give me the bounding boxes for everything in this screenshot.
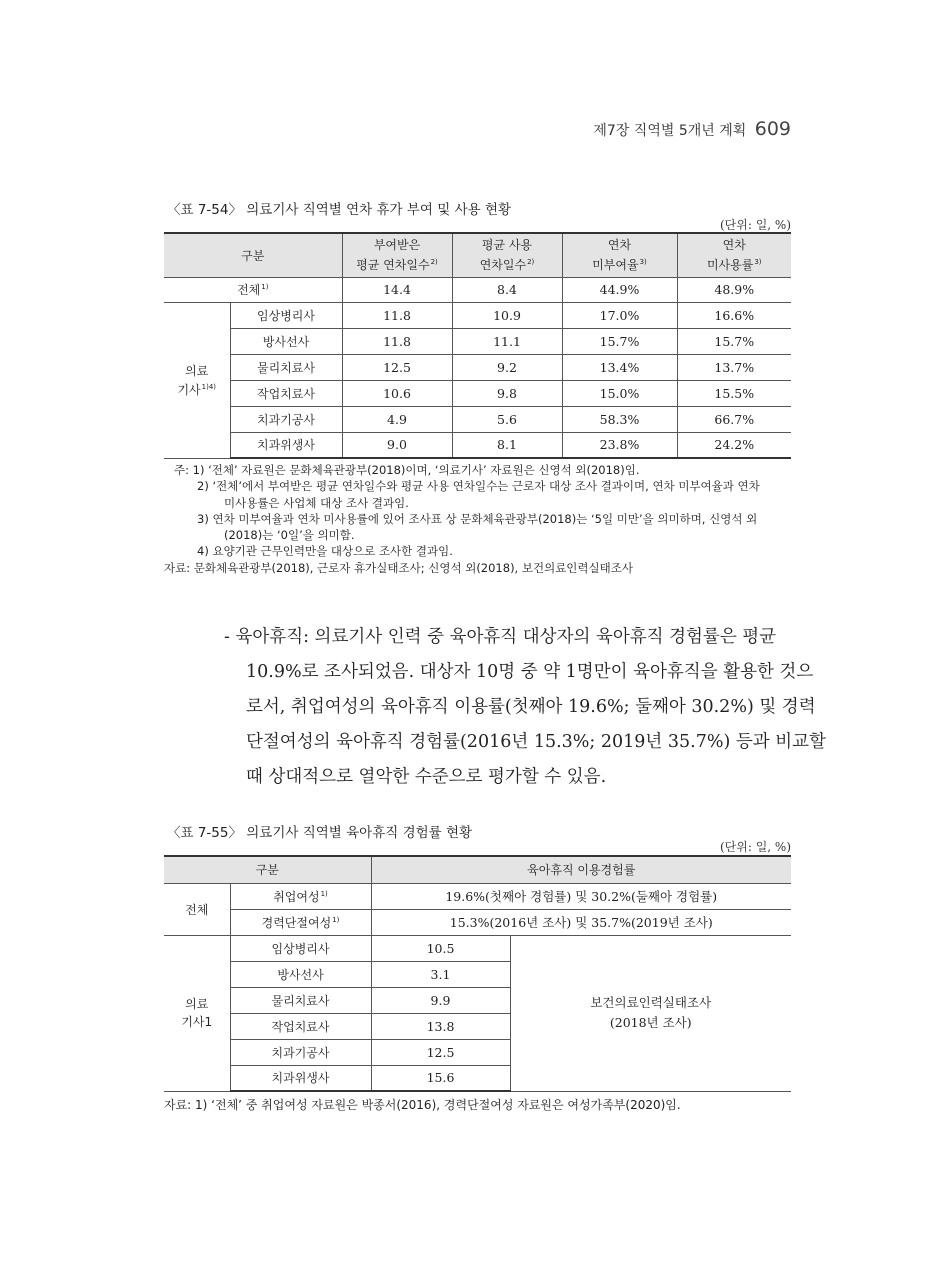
note-4: 4) 요양기관 근무인력만을 대상으로 조사한 결과임.	[197, 544, 453, 559]
group-label-total: 전체	[164, 883, 230, 935]
row-label: 작업치료사	[230, 1013, 371, 1039]
table2-caption: 〈표 7-55〉 의료기사 직역별 육아휴직 경험률 현황	[167, 825, 473, 841]
cell: 15.6	[371, 1065, 510, 1091]
cell: 13.8	[371, 1013, 510, 1039]
cell: 9.9	[371, 987, 510, 1013]
header-unused-rate: 연차 미사용률$^{3)}$	[677, 233, 791, 277]
note-3: 3) 연차 미부여율과 연차 미사용률에 있어 조사표 상 문화체육관광부(2018)는 ‘5일 미만’을 의미하며, 신영석 외	[197, 511, 758, 526]
table2-source: 자료: 1) ‘전체’ 중 취업여성 자료원은 박종서(2016), 경력단절여성 자료원은 여성가족부(2020)임.	[164, 1098, 681, 1112]
cell: 17.0%	[562, 302, 677, 328]
header-category: 구분	[164, 233, 342, 277]
cell: 13.4%	[562, 354, 677, 380]
running-header	[593, 118, 791, 140]
row-label: 치과기공사	[230, 1039, 371, 1065]
cell: 9.8	[452, 380, 562, 406]
table1-header-row	[164, 233, 791, 277]
row-label: 물리치료사	[230, 354, 342, 380]
table1-caption: 〈표 7-54〉 의료기사 직역별 연차 휴가 부여 및 사용 현황	[167, 202, 512, 218]
cell: 16.6%	[677, 302, 791, 328]
table-annual-leave	[164, 232, 791, 459]
table-row	[164, 302, 791, 328]
cell: 5.6	[452, 406, 562, 432]
paragraph-line: 로서, 취업여성의 육아휴직 이용률(첫째아 19.6%; 둘째아 30.2%) 및 경력	[246, 697, 816, 717]
cell: 15.3%(2016년 조사) 및 35.7%(2019년 조사)	[371, 909, 791, 935]
cell: 8.4	[452, 277, 562, 302]
parental-leave-paragraph	[224, 620, 826, 795]
row-label: 방사선사	[230, 961, 371, 987]
cell: 11.8	[342, 302, 452, 328]
row-label-total: 전체$^{1)}$	[164, 277, 342, 302]
table-parental-leave	[164, 855, 791, 1092]
cell: 13.7%	[677, 354, 791, 380]
cell: 11.8	[342, 328, 452, 354]
table-row	[164, 432, 791, 458]
cell: 66.7%	[677, 406, 791, 432]
survey-source-cell: 보건의료인력실태조사 (2018년 조사)	[510, 935, 791, 1091]
running-title: 제7장 직역별 5개년 계획	[593, 123, 747, 139]
page-number: 609	[754, 118, 791, 140]
paragraph-line: - 육아휴직: 의료기사 인력 중 육아휴직 대상자의 육아휴직 경험률은 평균	[224, 627, 777, 647]
paragraph-line: 10.9%로 조사되었음. 대상자 10명 중 약 1명만이 육아휴직을 활용한 것으	[246, 662, 814, 682]
group-label-medical-tech: 의료 기사$^{1)4)}$	[164, 302, 230, 458]
cell: 58.3%	[562, 406, 677, 432]
cell: 8.1	[452, 432, 562, 458]
table-row	[164, 883, 791, 909]
cell: 15.0%	[562, 380, 677, 406]
cell: 9.2	[452, 354, 562, 380]
table1-unit: (단위: 일, %)	[719, 218, 791, 232]
cell: 3.1	[371, 961, 510, 987]
row-label: 물리치료사	[230, 987, 371, 1013]
cell: 23.8%	[562, 432, 677, 458]
table-row	[164, 406, 791, 432]
table2-unit: (단위: 일, %)	[719, 840, 791, 854]
cell: 12.5	[342, 354, 452, 380]
table1-notes	[164, 462, 794, 576]
cell: 4.9	[342, 406, 452, 432]
paragraph-line: 때 상대적으로 열악한 수준으로 평가할 수 있음.	[246, 767, 607, 787]
row-label: 경력단절여성$^{1)}$	[230, 909, 371, 935]
row-label: 방사선사	[230, 328, 342, 354]
header-used-days: 평균 사용 연차일수$^{2)}$	[452, 233, 562, 277]
cell: 12.5	[371, 1039, 510, 1065]
cell: 24.2%	[677, 432, 791, 458]
row-label: 치과기공사	[230, 406, 342, 432]
row-label: 임상병리사	[230, 935, 371, 961]
row-label: 임상병리사	[230, 302, 342, 328]
cell: 10.9	[452, 302, 562, 328]
cell: 44.9%	[562, 277, 677, 302]
cell: 11.1	[452, 328, 562, 354]
table-row	[164, 909, 791, 935]
cell: 10.6	[342, 380, 452, 406]
cell: 48.9%	[677, 277, 791, 302]
group-label-medical-tech: 의료 기사1	[164, 935, 230, 1091]
table2-header-row	[164, 856, 791, 883]
table1-source: 자료: 문화체육관광부(2018), 근로자 휴가실태조사; 신영석 외(2018), 보건의료인력실태조사	[164, 560, 633, 575]
cell: 15.7%	[562, 328, 677, 354]
header-leave-rate: 육아휴직 이용경험률	[371, 856, 791, 883]
header-not-given-rate: 연차 미부여율$^{3)}$	[562, 233, 677, 277]
note-2: 2) ‘전체’에서 부여받은 평균 연차일수와 평균 사용 연차일수는 근로자 대상 조사 결과이며, 연차 미부여율과 연차	[197, 479, 760, 494]
cell: 14.4	[342, 277, 452, 302]
row-label: 취업여성$^{1)}$	[230, 883, 371, 909]
paragraph-line: 단절여성의 육아휴직 경험률(2016년 15.3%; 2019년 35.7%) 등과 비교할	[246, 732, 826, 752]
header-category: 구분	[164, 856, 371, 883]
cell: 10.5	[371, 935, 510, 961]
cell: 19.6%(첫째아 경험률) 및 30.2%(둘째아 경험률)	[371, 883, 791, 909]
cell: 15.7%	[677, 328, 791, 354]
note-2-cont: 미사용률은 사업체 대상 조사 결과임.	[224, 495, 409, 510]
table-row	[164, 380, 791, 406]
table-row-total	[164, 277, 791, 302]
table-row	[164, 354, 791, 380]
note-1: 주: 1) ‘전체’ 자료원은 문화체육관광부(2018)이며, ‘의료기사’ 자료원은 신영석 외(2018)임.	[174, 463, 640, 477]
row-label: 치과위생사	[230, 432, 342, 458]
cell: 15.5%	[677, 380, 791, 406]
cell: 9.0	[342, 432, 452, 458]
table-row	[164, 935, 791, 961]
header-given-days: 부여받은 평균 연차일수$^{2)}$	[342, 233, 452, 277]
row-label: 치과위생사	[230, 1065, 371, 1091]
row-label: 작업치료사	[230, 380, 342, 406]
table-row	[164, 328, 791, 354]
note-3-cont: (2018)는 ‘0일’을 의미함.	[224, 528, 355, 543]
